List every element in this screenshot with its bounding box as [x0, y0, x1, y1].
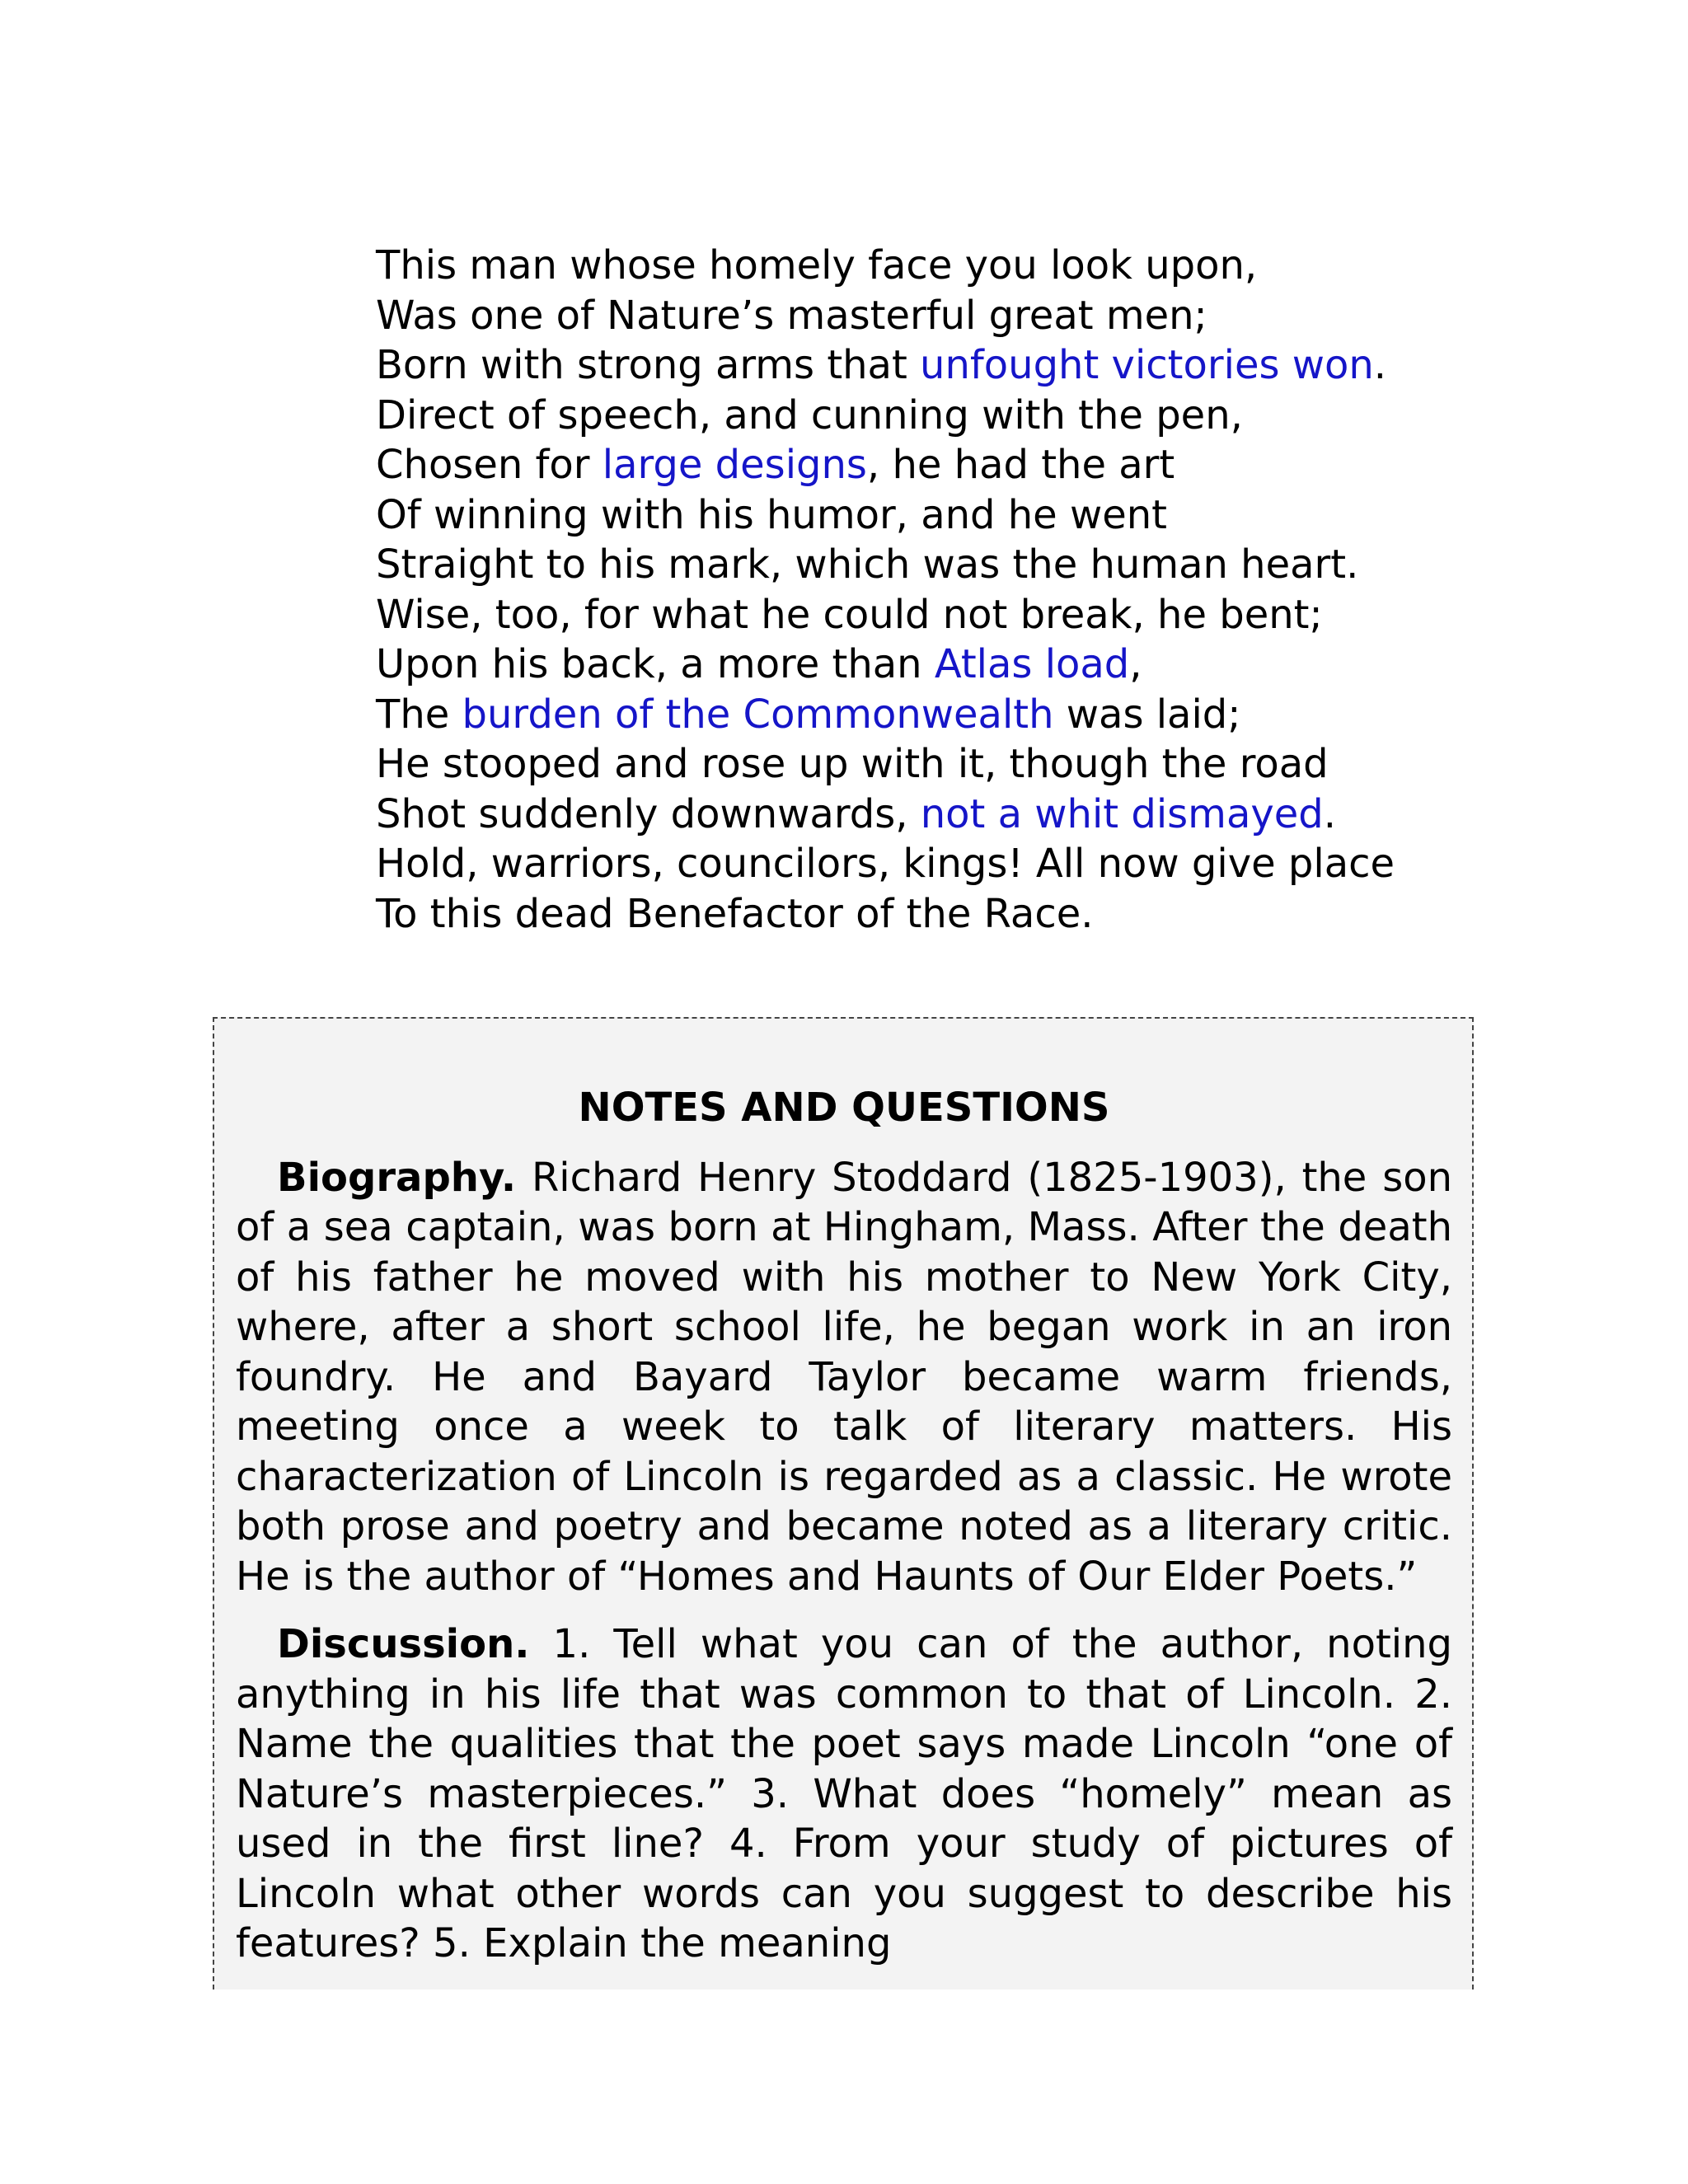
- poem-text: Upon his back, a more than: [376, 641, 935, 687]
- poem-text: To this dead Benefactor of the Race.: [376, 890, 1094, 937]
- poem-line: [376, 739, 1530, 790]
- poem-text: Chosen for: [376, 442, 603, 488]
- notes-content: [236, 1083, 1452, 1987]
- poem-text: Shot suddenly downwards,: [376, 790, 921, 837]
- poem-text: .: [1323, 790, 1337, 837]
- poem-line: [376, 391, 1530, 441]
- poem-line: [376, 291, 1530, 341]
- poem-text: , he had the art: [866, 442, 1175, 488]
- poem-text: was laid;: [1053, 691, 1241, 738]
- poem-text: Direct of speech, and cunning with the pen,: [376, 391, 1243, 438]
- poem-line: [376, 440, 1530, 490]
- poem-text: He stooped and rose up with it, though the road: [376, 741, 1329, 787]
- discussion-paragraph: [236, 1619, 1452, 1969]
- discussion-heading: Discussion.: [277, 1621, 530, 1667]
- biography-text: Richard Henry Stoddard (1825-1903), the son of a sea captain, was born at Hingham, Mass. After the death of his father he moved with his mother to New York City, where, after a short school life, he began work in an iron foundry. He and Bayard Taylor became warm friends, meeting once a week to talk of literary matters. His characterization of Lincoln is regarded as a classic. He wrote both prose and poetry and became noted as a literary critic. He is the author of “Homes and Haunts of Our Elder Poets.”: [236, 1154, 1452, 1600]
- poem-text: Born with strong arms that: [376, 342, 921, 388]
- poem-text: Hold, warriors, councilors, kings! All now give place: [376, 841, 1395, 887]
- poem-text: This man whose homely face you look upon,: [376, 242, 1258, 288]
- notes-and-questions-box: [213, 1017, 1474, 1990]
- biography-heading: Biography.: [277, 1154, 517, 1201]
- poem-text: .: [1373, 342, 1387, 388]
- glossary-link[interactable]: Atlas load: [934, 641, 1130, 687]
- poem-text: The: [376, 691, 462, 738]
- poem-text: Wise, too, for what he could not break, he bent;: [376, 591, 1323, 638]
- glossary-link[interactable]: not a whit dismayed: [920, 790, 1324, 837]
- poem-text: Straight to his mark, which was the human heart.: [376, 541, 1359, 588]
- biography-paragraph: [236, 1153, 1452, 1602]
- poem-line: [376, 490, 1530, 541]
- poem-line: [376, 889, 1530, 940]
- poem-line: [376, 640, 1530, 690]
- poem-text: ,: [1129, 641, 1142, 687]
- poem: [376, 241, 1530, 939]
- poem-line: [376, 540, 1530, 590]
- poem-line: [376, 241, 1530, 291]
- glossary-link[interactable]: unfought victories won: [920, 342, 1374, 388]
- poem-text: Was one of Nature’s masterful great men;: [376, 292, 1207, 339]
- poem-line: [376, 590, 1530, 640]
- notes-title: NOTES AND QUESTIONS: [578, 1085, 1110, 1131]
- poem-line: [376, 839, 1530, 889]
- poem-line: [376, 790, 1530, 840]
- poem-text: Of winning with his humor, and he went: [376, 491, 1167, 538]
- glossary-link[interactable]: burden of the Commonwealth: [462, 691, 1054, 738]
- glossary-link[interactable]: large designs: [602, 442, 867, 488]
- poem-line: [376, 690, 1530, 740]
- poem-line: [376, 340, 1530, 391]
- discussion-text: 1. Tell what you can of the author, noting anything in his life that was common to that of Lincoln. 2. Name the qualities that the poet says made Lincoln “one of Nature’s masterpieces.” 3. What does “homely” mean as used in the first line? 4. From your study of pictures of Lincoln what other words can you suggest to describe his features? 5. Explain the meaning: [236, 1621, 1452, 1966]
